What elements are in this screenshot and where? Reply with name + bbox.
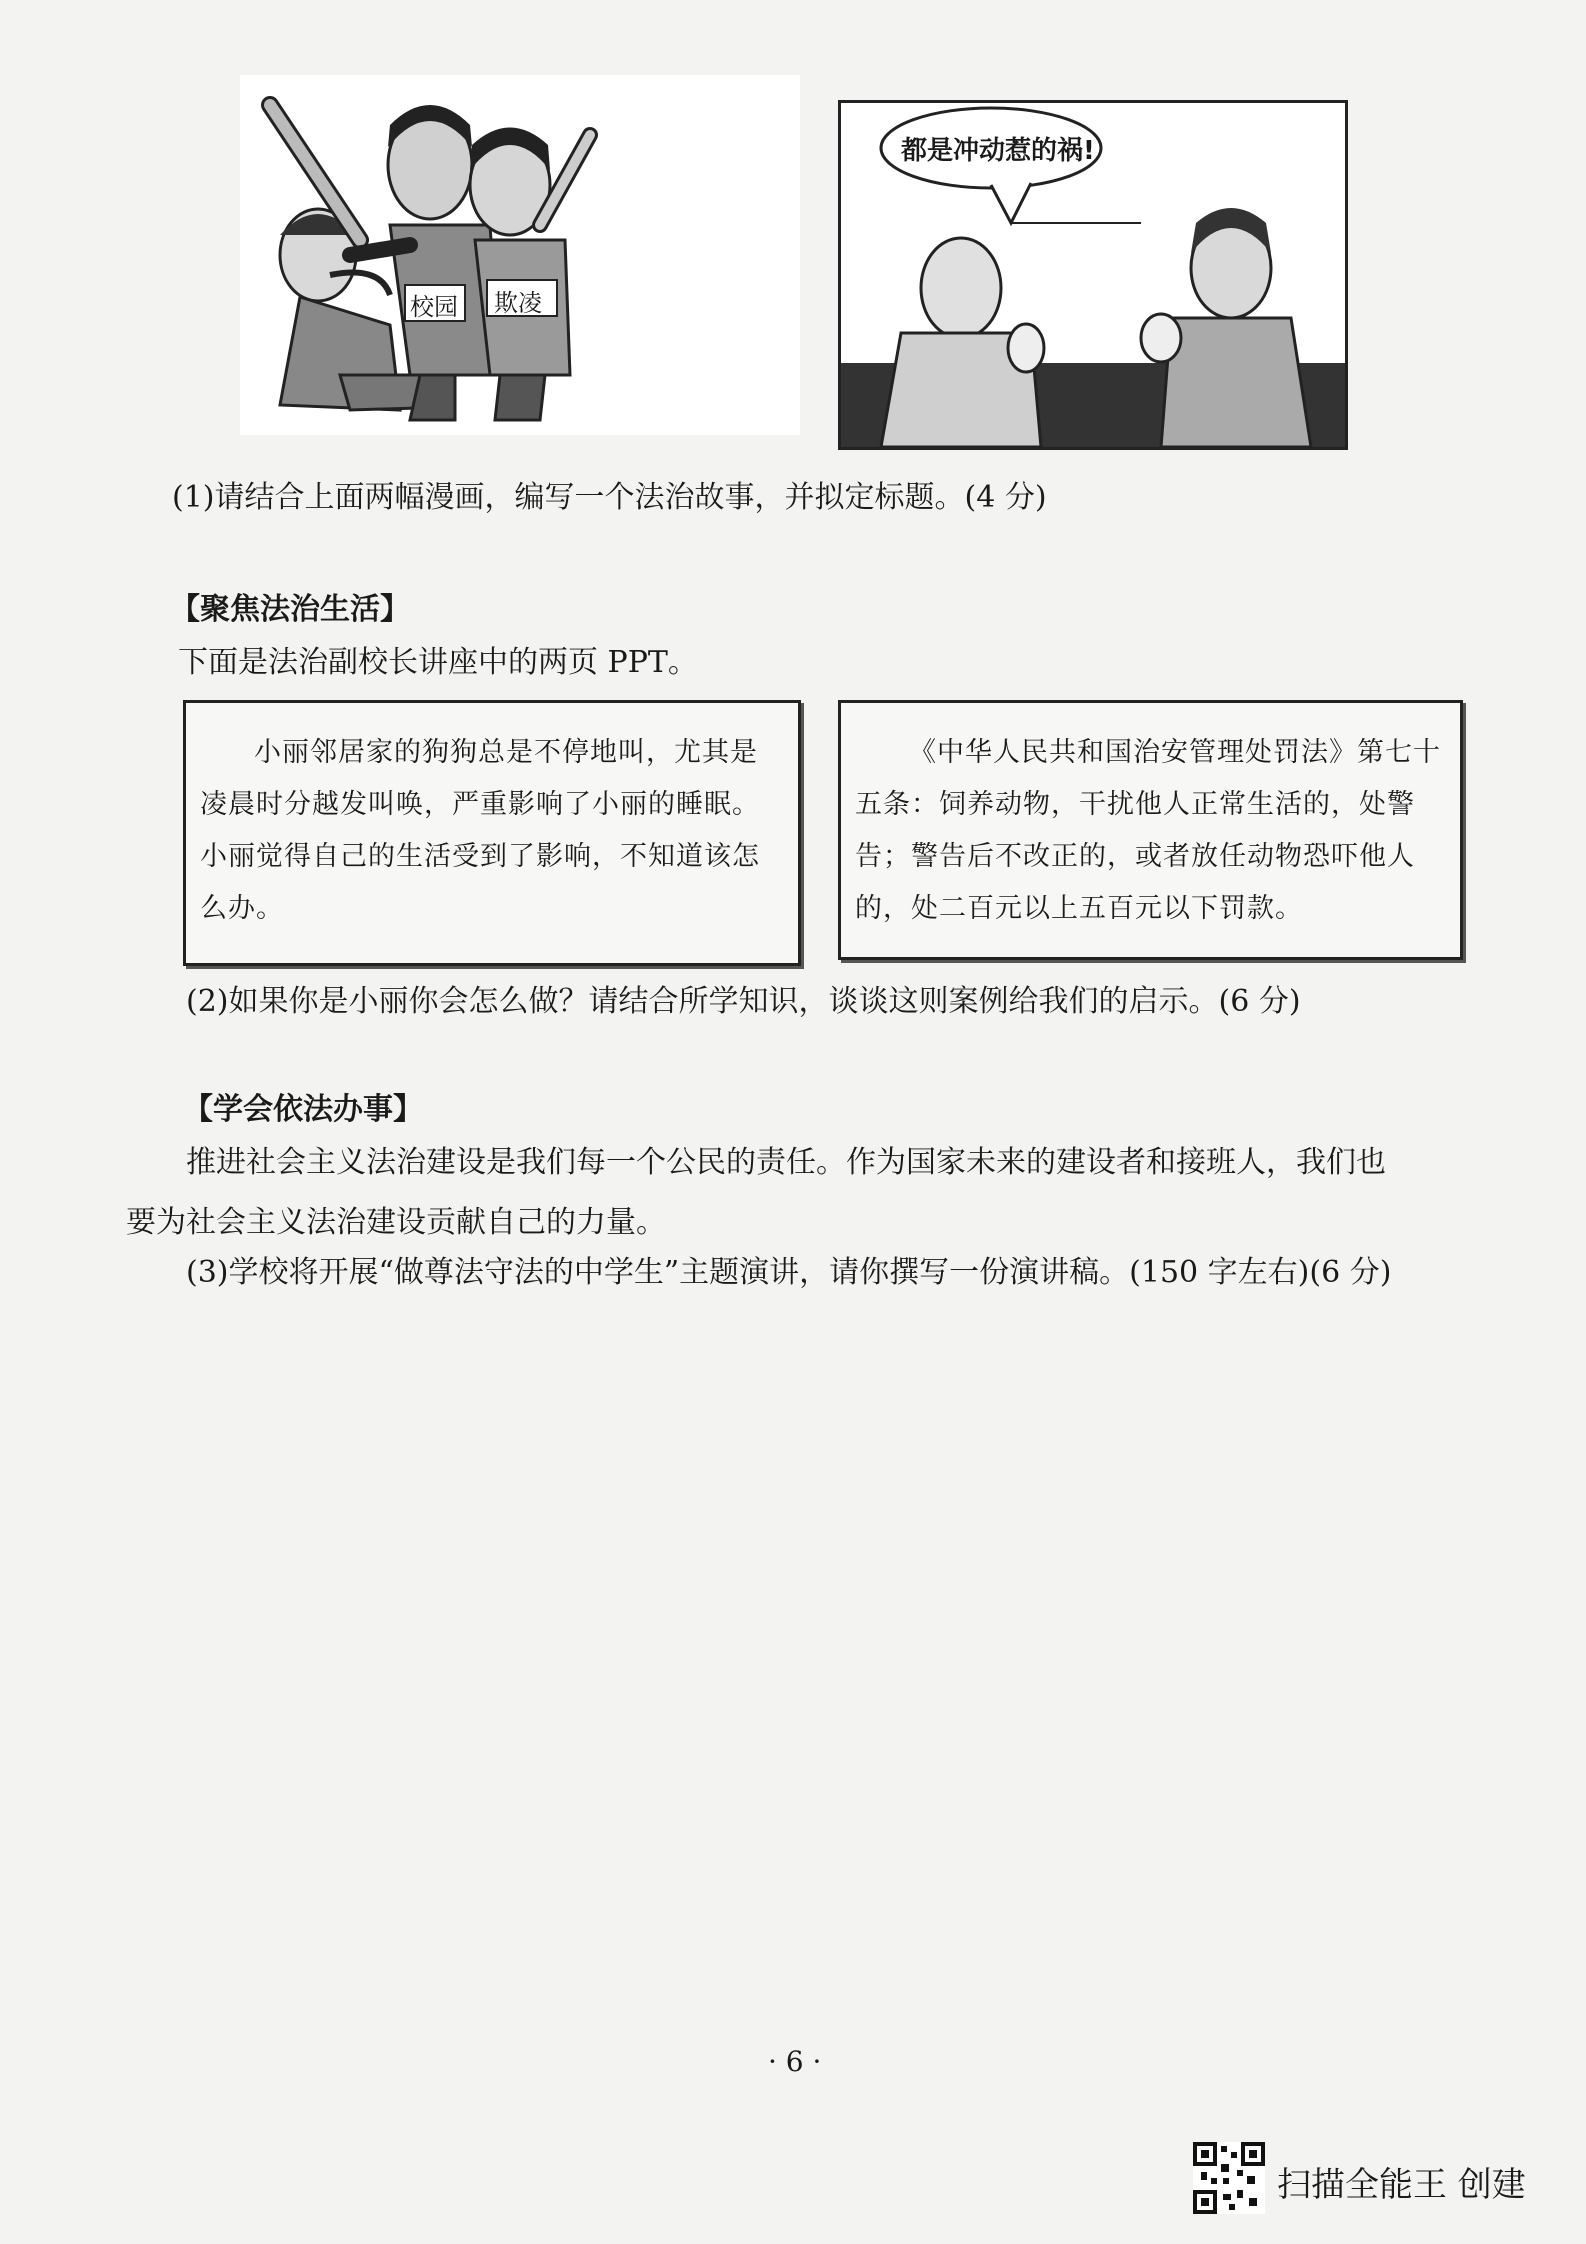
ppt-box-law <box>838 700 1463 960</box>
section-intro: 下面是法治副校长讲座中的两页 PPT。 <box>178 645 698 680</box>
comic-label-bullying: 欺凌 <box>494 289 542 317</box>
section3-paragraph-line1: 推进社会主义法治建设是我们每一个公民的责任。作为国家未来的建设者和接班人，我们也 <box>186 1145 1386 1180</box>
ppt-box-law-text: 《中华人民共和国治安管理处罚法》第七十五条：饲养动物，干扰他人正常生活的，处警告；警告后不改正的，或者放任动物恐吓他人的，处二百元以上五百元以下罚款。 <box>855 737 1441 924</box>
ppt-box-case-text: 小丽邻居家的狗狗总是不停地叫，尤其是凌晨时分越发叫唤，严重影响了小丽的睡眠。小丽觉得自己的生活受到了影响，不知道该怎么办。 <box>200 737 760 924</box>
comic-school-bullying <box>240 75 800 435</box>
speech-bubble-text: 都是冲动惹的祸! <box>901 136 1095 166</box>
question-3: (3)学校将开展“做尊法守法的中学生”主题演讲，请你撰写一份演讲稿。(150 字左右)(6 分) <box>186 1255 1392 1290</box>
watermark-text: 扫描全能王 创建 <box>1277 2165 1526 2205</box>
comic-label-school: 校园 <box>410 293 458 321</box>
qr-code-icon <box>1193 2142 1265 2214</box>
page-number: · 6 · <box>768 2045 822 2078</box>
section3-paragraph-line2: 要为社会主义法治建设贡献自己的力量。 <box>126 1205 666 1240</box>
question-1: (1)请结合上面两幅漫画，编写一个法治故事，并拟定标题。(4 分) <box>172 480 1047 515</box>
comic-impulse <box>838 100 1348 450</box>
section-heading-act-by-law: 【学会依法办事】 <box>183 1092 423 1127</box>
ppt-box-case <box>183 700 801 966</box>
section-heading-focus-law-life: 【聚焦法治生活】 <box>170 592 410 627</box>
question-2: (2)如果你是小丽你会怎么做？请结合所学知识，谈谈这则案例给我们的启示。(6 分) <box>186 984 1301 1019</box>
